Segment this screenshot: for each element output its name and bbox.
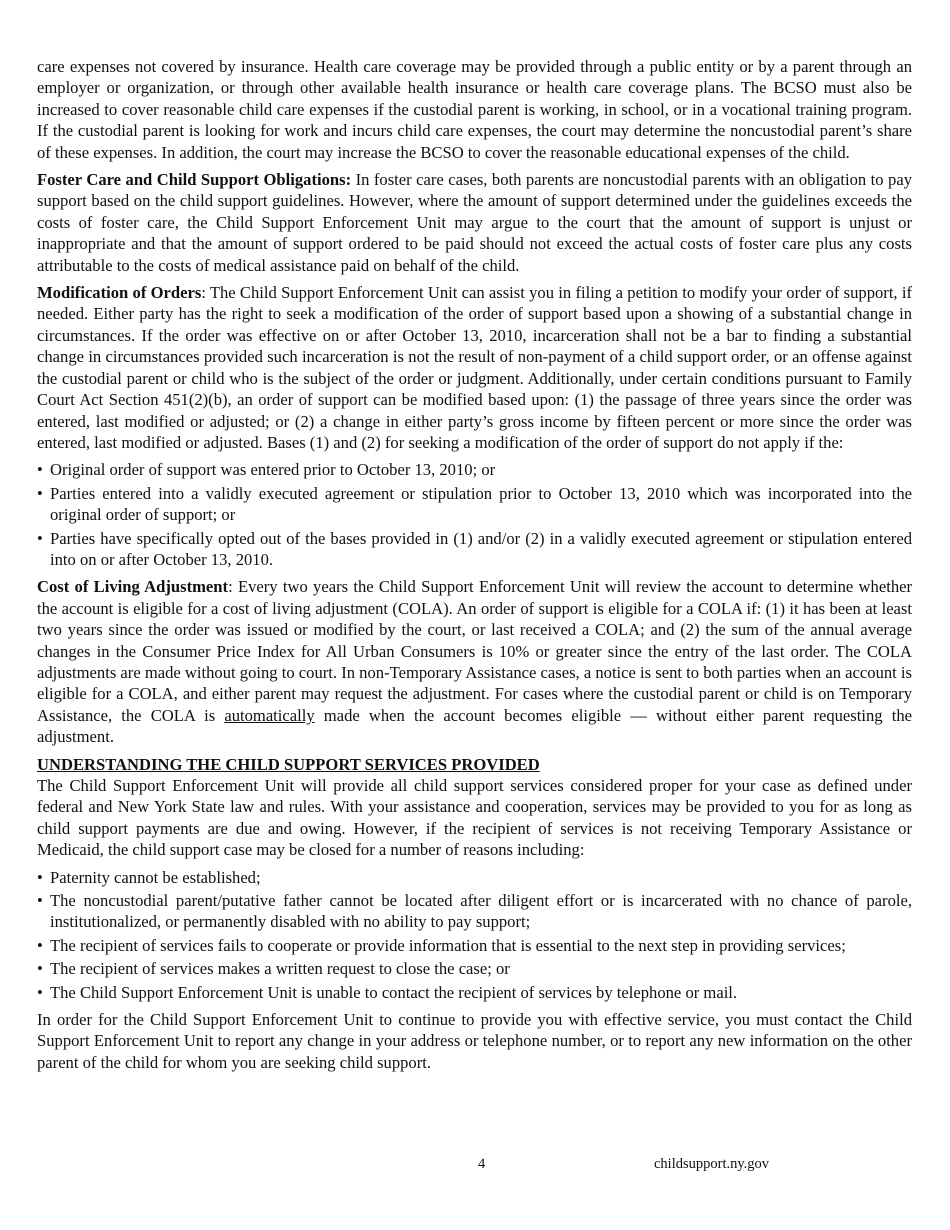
cola-body: : Every two years the Child Support Enforcement Unit will review the account to determine whether the account is eligible for a cost of living adjustment (COLA). An order of support is eligible for a COLA if: (1) it has been at least two years since the order was issued or modified by the court, or last received a COLA; and (2) the sum of the annual average changes in the Consumer Price Index for All Urban Consumers is 10% or greater since the entry of the last order. The COLA adjustments are made without going to court. In non-Temporary Assistance cases, a notice is sent to both parties when an account is eligible for a COLA, and either parent may request the adjustment. For cases where the custodial parent or child is on Temporary Assistance, the COLA is: [37, 577, 913, 725]
list-item-text: Parties entered into a validly executed agreement or stipulation prior to October 13, 2010 which was incorporated into the original order of support; or: [50, 483, 912, 525]
cola-tail: made when the account becomes eligible — without either parent requesting the adjustment.: [37, 705, 912, 747]
page-number: 4: [478, 1156, 486, 1172]
modification-bullet-list: [37, 459, 912, 570]
list-item: [37, 528, 912, 571]
paragraph-services: The Child Support Enforcement Unit will provide all child support services considered proper for your case as defined under federal and New York State law and rules. With your assistance and cooperation, services may be provided to you for as long as child support payments are due and owing. However, if the recipient of services is not receiving Temporary Assistance or Medicaid, the child support case may be closed for a number of reasons including:: [37, 776, 912, 860]
footer-website: childsupport.ny.gov: [654, 1156, 770, 1172]
list-item: [37, 867, 912, 888]
list-item: [37, 958, 912, 979]
bullet-icon: •: [37, 460, 43, 480]
bullet-icon: •: [37, 483, 43, 503]
paragraph-closing: In order for the Child Support Enforcement Unit to continue to provide you with effective service, you must contact the Child Support Enforcement Unit to report any change in your address or telephone number, or to report any new information on the other parent of the child for whom you are seeking child support.: [37, 1010, 912, 1072]
section-heading-services: UNDERSTANDING THE CHILD SUPPORT SERVICES PROVIDED: [37, 754, 540, 774]
list-item: [37, 483, 912, 526]
list-item-text: The recipient of services makes a written request to close the case; or: [50, 959, 510, 979]
modification-body: : The Child Support Enforcement Unit can assist you in filing a petition to modify your order of support, if needed. Either party has the right to seek a modification of the order of support based upon a showing of a substantial change in circumstances. If the order was effective on or after October 13, 2010, incarceration shall not be a bar to finding a substantial change in circumstances provided such incarceration is not the result of non-payment of a child support order, or an offense against the custodial parent or child who is the subject of the order or judgment. Additionally, under certain conditions pursuant to Family Court Act Section 451(2)(b), an order of support can be modified based upon: (1) the passage of three years since the order was entered, last modified or adjusted; or (2) a change in either party’s gross income by fifteen percent or more since the order was entered, last modified or adjusted. Bases (1) and (2) for seeking a modification of the order of support do not apply if the:: [37, 283, 912, 452]
bullet-icon: •: [37, 959, 43, 979]
foster-care-title: Foster Care and Child Support Obligations:: [37, 170, 352, 190]
list-item: [37, 459, 912, 480]
bullet-icon: •: [37, 935, 43, 955]
services-bullet-list: [37, 867, 912, 1003]
bullet-icon: •: [37, 891, 43, 911]
bullet-icon: •: [37, 982, 43, 1002]
list-item-text: Parties have specifically opted out of the bases provided in (1) and/or (2) in a validly executed agreement or stipulation entered into on or after October 13, 2010.: [50, 528, 912, 569]
list-item-text: Paternity cannot be established;: [50, 867, 261, 887]
list-item: [37, 935, 912, 956]
list-item-text: The recipient of services fails to cooperate or provide information that is essential to the next step in providing services;: [50, 935, 846, 955]
bullet-icon: •: [37, 867, 43, 887]
paragraph-modification: [37, 282, 912, 453]
list-item: [37, 890, 912, 933]
bullet-icon: •: [37, 528, 43, 548]
modification-title: Modification of Orders: [37, 283, 202, 303]
cola-underlined-word: automatically: [224, 705, 315, 725]
list-item-text: The Child Support Enforcement Unit is unable to contact the recipient of services by telephone or mail.: [50, 982, 738, 1002]
paragraph-cola: [37, 576, 912, 747]
paragraph-foster-care: [37, 169, 912, 276]
paragraph-health-care: care expenses not covered by insurance. Health care coverage may be provided through a public entity or by a parent through an employer or organization, or through other available health insurance or health care coverage plans. The BCSO must also be increased to cover reasonable child care expenses if the custodial parent is working, in school, or in a vocational training program. If the custodial parent is looking for work and incurs child care expenses, the court may determine the noncustodial parent’s share of these expenses. In addition, the court may increase the BCSO to cover the reasonable educational expenses of the child.: [37, 57, 912, 162]
list-item: [37, 982, 912, 1003]
foster-care-body: In foster care cases, both parents are noncustodial parents with an obligation to pay support based on the child support guidelines. However, where the amount of support determined under the guidelines exceeds the costs of foster care, the Child Support Enforcement Unit may argue to the court that the amount of support is unjust or inappropriate and that the amount of support ordered to be paid should not exceed the actual costs of foster care plus any costs attributable to the costs of medical assistance paid on behalf of the child.: [37, 170, 912, 275]
cola-title: Cost of Living Adjustment: [37, 577, 229, 597]
list-item-text: The noncustodial parent/putative father cannot be located after diligent effort or is incarcerated with no chance of parole, institutionalized, or permanently disabled with no ability to pay support;: [50, 891, 912, 932]
list-item-text: Original order of support was entered prior to October 13, 2010; or: [50, 460, 496, 480]
